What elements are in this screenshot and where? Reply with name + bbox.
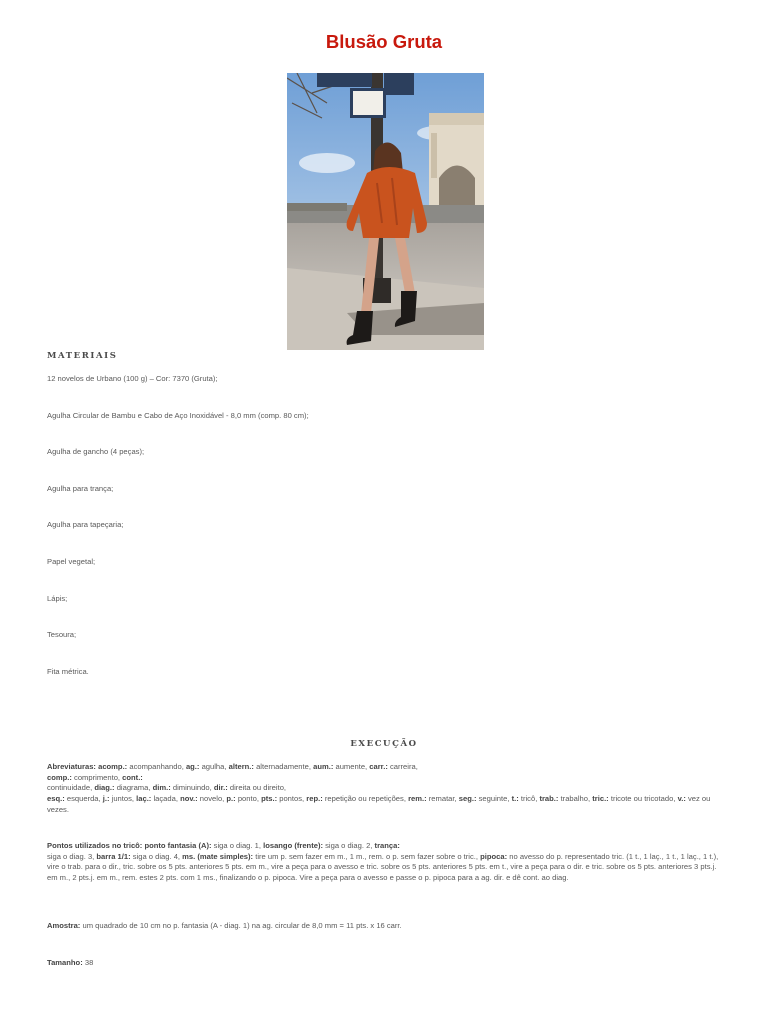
stitch-key: pipoca: — [480, 851, 508, 861]
stitch-key: trança: — [374, 841, 400, 850]
abbrev-value: ponto, — [237, 794, 259, 804]
abbrev-value: diminuindo, — [172, 783, 212, 793]
abbrev-value: aumente, — [335, 762, 368, 771]
materials-heading: MATERIAIS — [47, 351, 118, 361]
material-item: Agulha de gancho (4 peças); — [47, 447, 145, 457]
abbrev-key: dim.: — [152, 783, 171, 793]
abbrev-value: alternadamente, — [256, 762, 311, 771]
abbrev-key: tric.: — [592, 794, 609, 804]
abbrev-value: comprimento, — [74, 772, 121, 782]
abbrev-key: carr.: — [369, 762, 388, 771]
abbrev-key: trab.: — [539, 794, 559, 804]
stitch-key: ms. (mate simples): — [182, 851, 254, 861]
abbrev-value: repetição ou repetições, — [324, 794, 406, 804]
abbrev-key: p.: — [226, 794, 236, 804]
abbrev-key: laç.: — [136, 794, 152, 804]
abbrev-key: rep.: — [306, 794, 323, 804]
material-item: Tesoura; — [47, 630, 77, 640]
stitch-value: tire um p. sem fazer em m., 1 m., rem. o p. sem fazer sobre o tric., — [255, 851, 479, 861]
sample-paragraph — [47, 921, 729, 932]
abbrev-key: aum.: — [313, 762, 334, 771]
material-item: Agulha para tapeçaria; — [47, 520, 124, 530]
stitch-key: losango (frente): — [263, 841, 323, 850]
abbrev-key: t.: — [511, 794, 519, 804]
abbrev-key: cont.: — [122, 772, 143, 782]
material-item: 12 novelos de Urbano (100 g) – Cor: 7370 (Gruta); — [47, 374, 218, 383]
abbrev-value: agulha, — [201, 762, 227, 771]
abbrev-key: pts.: — [261, 794, 278, 804]
abbrev-value: pontos, — [279, 794, 305, 804]
abbrev-value: diagrama, — [116, 783, 151, 793]
stitches-label: Pontos utilizados no tricô: — [47, 841, 143, 850]
material-item: Papel vegetal; — [47, 556, 96, 566]
sample-label: Amostra: — [47, 921, 81, 930]
size-value: 38 — [84, 958, 94, 967]
abbrev-value: direita ou direito, — [229, 783, 287, 793]
stitches-paragraph — [47, 841, 729, 884]
abbrev-key: diag.: — [94, 783, 115, 793]
abbrev-value: trabalho, — [560, 794, 591, 804]
abbrev-key: dir.: — [213, 783, 228, 793]
abbrev-key: esq.: — [47, 794, 65, 804]
abbrev-value: acompanhando, — [129, 762, 184, 771]
material-item: Lápis; — [47, 593, 68, 603]
abbrev-key: v.: — [677, 794, 686, 804]
abbrev-key: altern.: — [228, 762, 254, 771]
abbreviations-paragraph — [47, 762, 729, 816]
materials-list — [47, 374, 727, 703]
stitch-key: ponto fantasia (A): — [144, 841, 212, 850]
page-title: Blusão Gruta — [325, 31, 443, 52]
stitch-value: siga o diag. 3, — [47, 851, 95, 861]
abbrev-value: esquerda, — [66, 794, 101, 804]
abbrev-key: acomp.: — [98, 762, 128, 771]
abbrev-value: carreira, — [389, 762, 418, 771]
abbrev-value: tricote ou tricotado, — [610, 794, 676, 804]
material-item: Agulha para trança; — [47, 483, 114, 493]
abbrev-key: comp.: — [47, 772, 72, 782]
abbrev-key: nov.: — [180, 794, 198, 804]
sample-text: um quadrado de 10 cm no p. fantasia (A - diag. 1) na ag. circular de 8,0 mm = 11 pts. x 16 carr. — [82, 921, 402, 930]
size-paragraph — [47, 958, 729, 969]
abbrev-value: tricô, — [520, 794, 538, 804]
abbrev-value: seguinte, — [478, 794, 510, 804]
abbrev-key: seg.: — [458, 794, 477, 804]
size-label: Tamanho: — [47, 958, 83, 967]
stitch-value: siga o diag. 2, — [325, 841, 373, 850]
product-photo — [287, 73, 484, 350]
execution-heading: EXECUÇÃO — [350, 739, 418, 749]
abbrev-value: laçada, — [153, 794, 178, 804]
abbrev-value: novelo, — [199, 794, 225, 804]
abbrev-value: continuidade, — [47, 783, 93, 793]
abbrev-key: rem.: — [408, 794, 427, 804]
abbrev-key: ag.: — [185, 762, 200, 771]
stitch-value: siga o diag. 1, — [213, 841, 261, 850]
stitch-value: siga o diag. 4, — [132, 851, 181, 861]
stitch-value: no avesso do p. representado tric. (1 t., 1 laç., 1 t., 1 laç., 1 t.), vire o trab. para o dir., tric. sobre os 5 pts. anteriores 5 pts. em m., vire a peça para o avesso e tric. sobre os 5 pts. anteriores 5 pts. em t., vire a peça para o dir. e tric. sobre os 5 pts. anteriores 3 pts.j. em m., 2 pts.j. em m., rem. estes 2 pts. com 1 ms., finalizando o p. pipoca. Vire a peça para o avesso e passe o p. pipoca para a ag. dir. e dê cont. ao diag. — [47, 851, 719, 883]
abbrev-value: vez ou vezes. — [47, 794, 711, 814]
material-item: Fita métrica. — [47, 666, 89, 676]
material-item: Agulha Circular de Bambu e Cabo de Aço Inoxidável - 8,0 mm (comp. 80 cm); — [47, 410, 309, 420]
abbrev-value: rematar, — [428, 794, 457, 804]
abbrev-value: juntos, — [111, 794, 135, 804]
abbrev-key: j.: — [102, 794, 110, 804]
abbreviations-label: Abreviaturas: — [47, 762, 96, 771]
stitch-key: barra 1/1: — [96, 851, 131, 861]
